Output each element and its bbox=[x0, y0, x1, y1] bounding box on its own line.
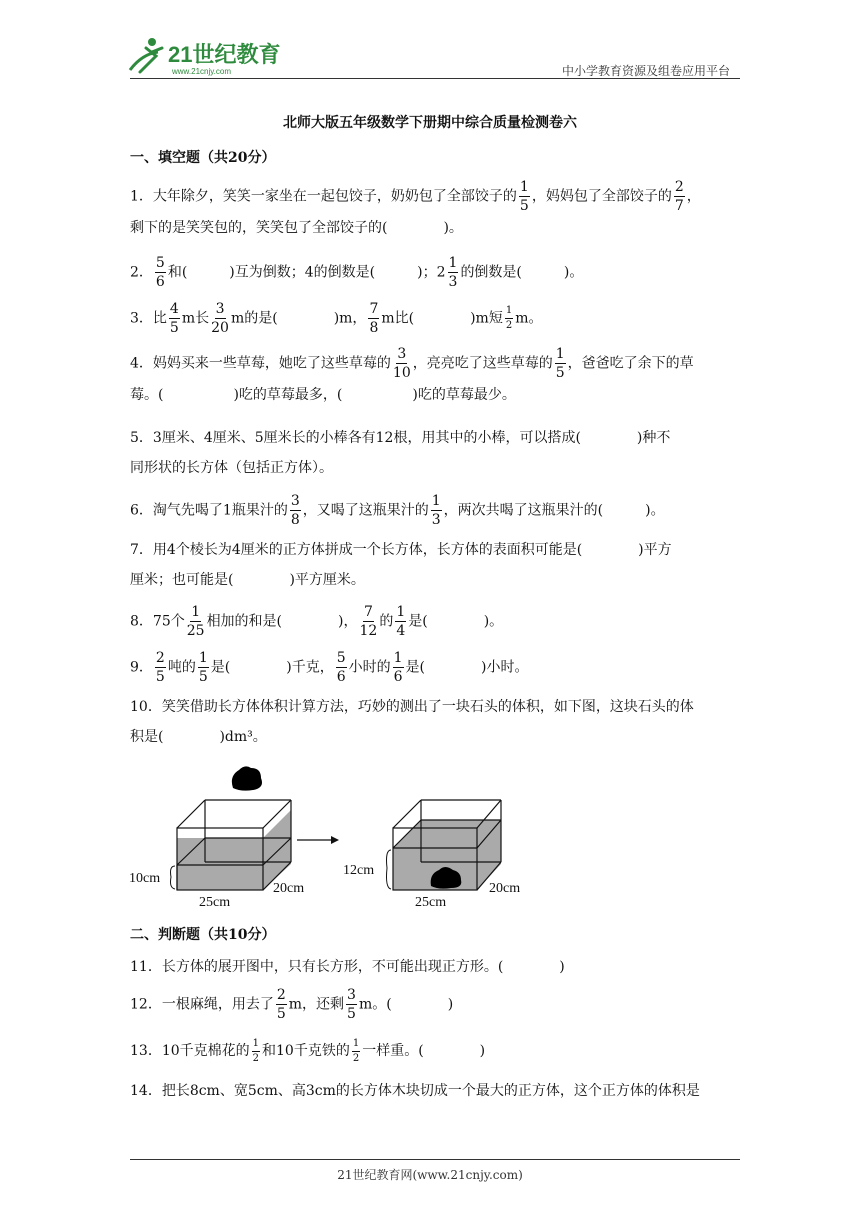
question-1: 1．大年除夕，笑笑一家坐在一起包饺子，奶奶包了全部饺子的 $\frac{1}{5}$ ，妈妈包了全部饺子的 $\frac{2}{7}$ ， 剩下的是笑笑包的，笑笑包了全部饺子的( )。 bbox=[130, 179, 701, 236]
question-12: 12．一根麻绳，用去了 $\frac{2}{5}$ m，还剩 $\frac{3}{5}$ m。( ) bbox=[130, 987, 454, 1022]
question-7: 7．用4个棱长为4厘米的正方体拼成一个长方体，长方体的表面积可能是( )平方 厘米；也可能是( )平方厘米。 bbox=[130, 542, 672, 588]
question-8: 8．75个 $\frac{1}{25}$ 相加的和是( )， $\frac{7}{12}$ 的 $\frac{1}{4}$ 是( )。 bbox=[130, 604, 504, 639]
question-11: 11．长方体的展开图中，只有长方形，不可能出现正方形。( ) bbox=[130, 959, 565, 975]
right-length-label: 25cm bbox=[415, 895, 447, 910]
arrow-head bbox=[331, 836, 339, 844]
question-14: 14．把长8cm、宽5cm、高3cm的长方体木块切成一个最大的正方体，这个正方体的体积是 bbox=[130, 1083, 700, 1099]
question-5: 5．3厘米、4厘米、5厘米长的小棒各有12根，用其中的小棒，可以搭成( )种不 同形状的长方体（包括正方体）。 bbox=[130, 430, 671, 476]
page-title: 北师大版五年级数学下册期中综合质量检测卷六 bbox=[283, 115, 577, 131]
question-10: 10．笑笑借助长方体体积计算方法，巧妙的测出了一块石头的体积，如下图，这块石头的体 积是( )dm³。 bbox=[130, 699, 694, 745]
question-13: 13．10千克棉花的 $\frac{1}{2}$ 和10千克铁的 $\frac{1}{2}$ 一样重。( ) bbox=[130, 1037, 486, 1064]
left-height-label: 10cm bbox=[129, 871, 161, 886]
header-divider bbox=[130, 78, 740, 79]
right-width-label: 20cm bbox=[489, 881, 521, 896]
section-fill-blank: 一、填空题（共20分） bbox=[130, 150, 276, 166]
question-9: 9． $\frac{2}{5}$ 吨的 $\frac{1}{5}$ 是( )千克， $\frac{5}{6}$ 小时的 $\frac{1}{6}$ 是( )小时。 bbox=[130, 650, 529, 685]
section-true-false: 二、判断题（共10分） bbox=[130, 927, 276, 943]
footer-text: 21世纪教育网(www.21cnjy.com) bbox=[337, 1168, 523, 1182]
question-2: 2． $\frac{5}{6}$ 和( )互为倒数；4的倒数是( )；2 $\frac{1}{3}$ 的倒数是( )。 bbox=[130, 255, 584, 290]
stone-volume-figure bbox=[125, 760, 545, 910]
logo-url: www.21cnjy.com bbox=[172, 67, 231, 76]
question-3: 3．比 $\frac{4}{5}$ m长 $\frac{3}{20}$ m的是( )m， $\frac{7}{8}$ m比( )m短 $\frac{1}{2}$ m。 bbox=[130, 301, 543, 336]
question-4: 4．妈妈买来一些草莓，她吃了这些草莓的 $\frac{3}{10}$ ，亮亮吃了这些草莓的 $\frac{1}{5}$ ，爸爸吃了余下的草 莓。( )吃的草莓最多，( )吃的草莓最少。 bbox=[130, 346, 694, 403]
left-length-label: 25cm bbox=[199, 895, 231, 910]
question-6: 6．淘气先喝了1瓶果汁的 $\frac{3}{8}$ ，又喝了这瓶果汁的 $\frac{1}{3}$ ，两次共喝了这瓶果汁的( )。 bbox=[130, 493, 665, 528]
left-width-label: 20cm bbox=[273, 881, 305, 896]
header-platform-text: 中小学教育资源及组卷应用平台 bbox=[561, 64, 730, 78]
logo-text: 21世纪教育 bbox=[168, 42, 281, 67]
left-container bbox=[177, 800, 291, 890]
right-height-label: 12cm bbox=[343, 863, 375, 878]
footer-divider bbox=[130, 1159, 740, 1160]
site-logo bbox=[122, 34, 292, 78]
stone-shape bbox=[232, 766, 262, 790]
